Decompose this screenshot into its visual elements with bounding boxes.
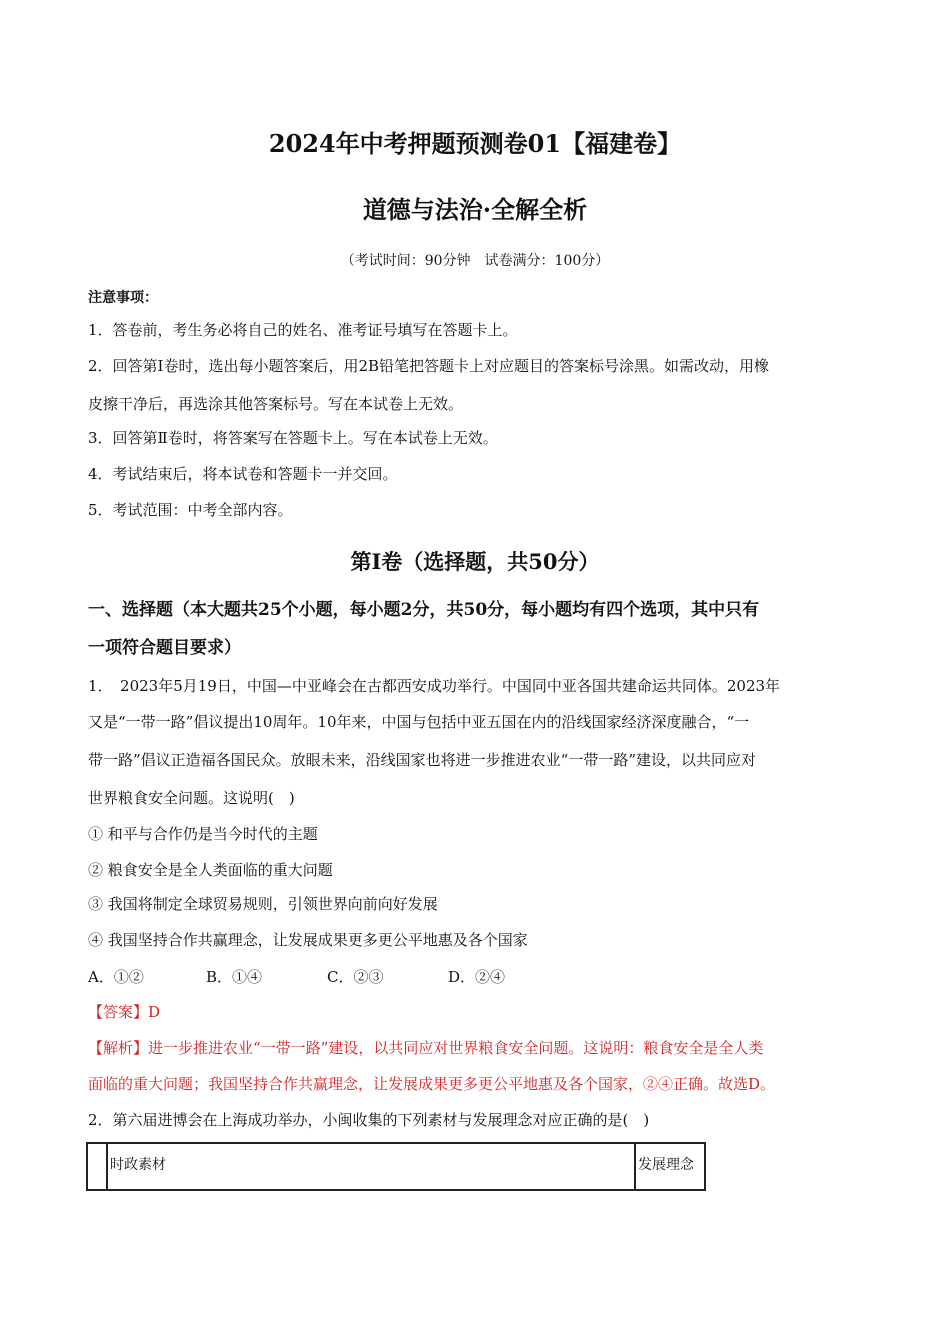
question-stem: 2．第六届进博会在上海成功举办，小闽收集的下列素材与发展理念对应正确的是( ) [88,1111,650,1129]
note-item: 5．考试范围：中考全部内容。 [88,501,293,519]
statement-item: ② 粮食安全是全人类面临的重大问题 [88,861,333,879]
document-subtitle: 道德与法治·全解全析 [362,195,588,224]
question-stem: 又是“一带一路”倡议提出10周年。10年来，中国与包括中亚五国在内的沿线国家经济深度融合，“一 [88,713,750,731]
table-header-material: 时政素材 [107,1143,635,1190]
option-d: D．②④ [448,968,506,986]
option-b: B．①④ [206,968,263,986]
statement-item: ④ 我国坚持合作共赢理念，让发展成果更多更公平地惠及各个国家 [88,931,528,949]
table-cell [87,1143,107,1190]
notes-heading: 注意事项： [88,290,158,306]
material-table [86,1142,706,1191]
question-stem: 1． 2023年5月19日，中国—中亚峰会在古都西安成功举行。中国同中亚各国共建命运共同体。2023年 [88,677,781,695]
statement-item: ① 和平与合作仍是当今时代的主题 [88,825,318,843]
option-a: A．①② [88,968,144,986]
note-item: 1．答卷前，考生务必将自己的姓名、准考证号填写在答题卡上。 [88,321,518,339]
question-stem: 带一路”倡议正造福各国民众。放眼未来，沿线国家也将进一步推进农业“一带一路”建设，以共同应对 [88,751,757,769]
part-heading: 一、选择题（本大题共25个小题，每小题2分，共50分，每小题均有四个选项，其中只有 [88,600,760,620]
analysis: 【解析】进一步推进农业“一带一路”建设，以共同应对世界粮食安全问题。这说明：粮食安全是全人类 [88,1039,764,1057]
note-item: 4．考试结束后，将本试卷和答题卡一并交回。 [88,465,398,483]
answer: 【答案】D [88,1003,161,1021]
table-row [87,1143,705,1190]
section-title: 第Ⅰ卷（选择题，共50分） [350,549,600,574]
note-item: 皮擦干净后，再选涂其他答案标号。写在本试卷上无效。 [88,395,464,413]
analysis: 面临的重大问题；我国坚持合作共赢理念，让发展成果更多更公平地惠及各个国家，②④正确。故选D。 [88,1075,776,1093]
statement-item: ③ 我国将制定全球贸易规则，引领世界向前向好发展 [88,895,438,913]
note-item: 2．回答第Ⅰ卷时，选出每小题答案后，用2B铅笔把答题卡上对应题目的答案标号涂黑。如需改动，用橡 [88,357,770,375]
question-stem: 世界粮食安全问题。这说明( ) [88,789,295,807]
exam-info: （考试时间：90分钟 试卷满分：100分） [340,253,610,269]
document-title: 2024年中考押题预测卷01【福建卷】 [268,129,682,158]
note-item: 3．回答第Ⅱ卷时，将答案写在答题卡上。写在本试卷上无效。 [88,429,498,447]
option-c: C．②③ [327,968,384,986]
table-header-concept: 发展理念 [635,1143,705,1190]
part-heading: 一项符合题目要求） [88,638,241,658]
